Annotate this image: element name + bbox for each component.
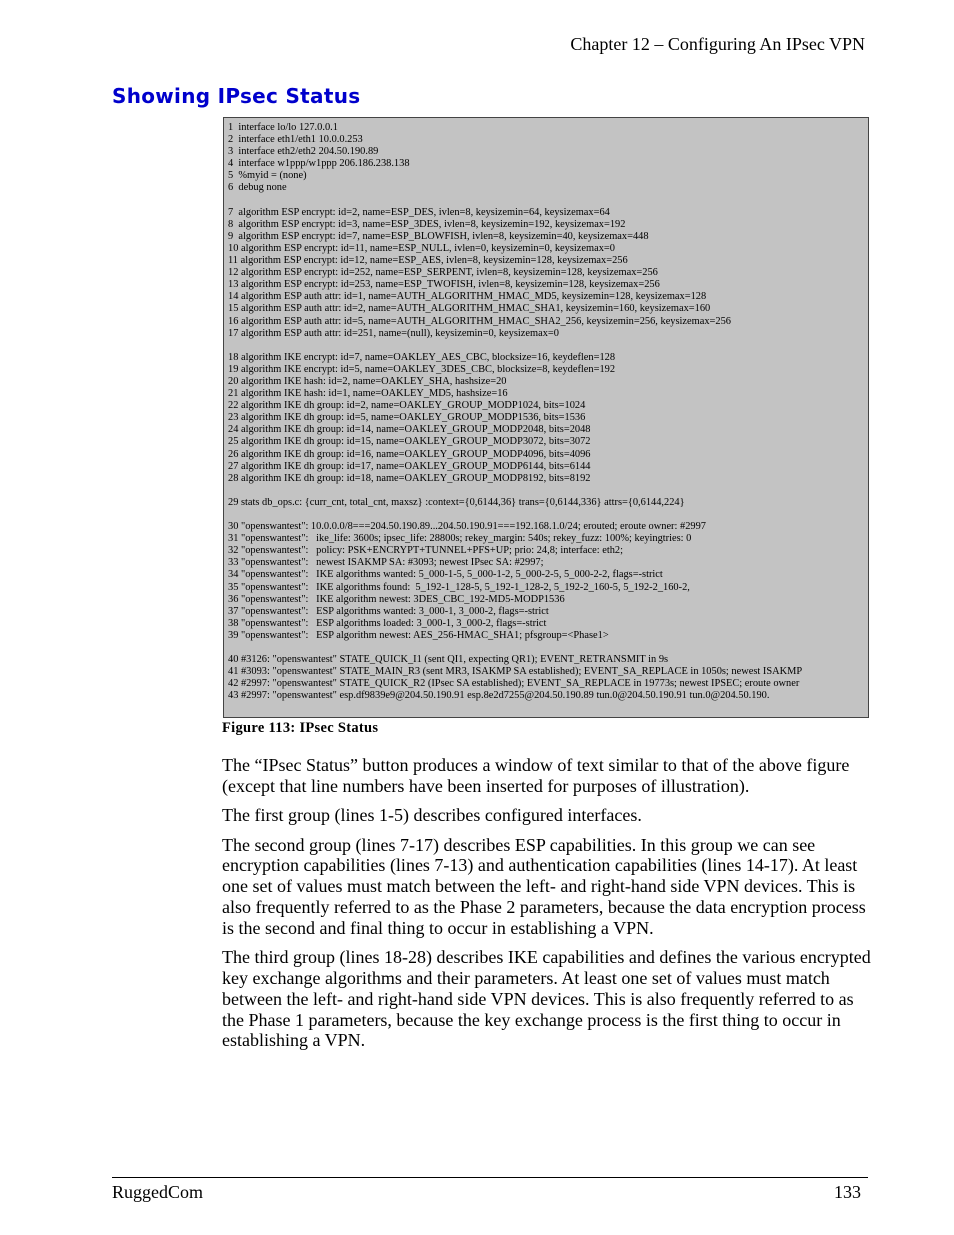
figure-line: 4 interface w1ppp/w1ppp 206.186.238.138	[228, 158, 410, 170]
figure-line: 22 algorithm IKE dh group: id=2, name=OAKLEY_GROUP_MODP1024, bits=1024	[228, 400, 586, 412]
figure-line: 9 algorithm ESP encrypt: id=7, name=ESP_BLOWFISH, ivlen=8, keysizemin=40, keysizemax=448	[228, 230, 649, 242]
figure-line: 31 "openswantest": ike_life: 3600s; ipsec_life: 28800s; rekey_margin: 540s; rekey_fuzz: 100%; keyingtries: 0	[228, 533, 692, 545]
figure-line: 26 algorithm IKE dh group: id=16, name=OAKLEY_GROUP_MODP4096, bits=4096	[228, 448, 591, 460]
figure-line: 25 algorithm IKE dh group: id=15, name=OAKLEY_GROUP_MODP3072, bits=3072	[228, 436, 591, 448]
figure-line: 2 interface eth1/eth1 10.0.0.253	[228, 134, 363, 146]
figure-blank-line	[228, 642, 864, 654]
figure-line: 5 %myid = (none)	[228, 170, 307, 182]
figure-line: 7 algorithm ESP encrypt: id=2, name=ESP_DES, ivlen=8, keysizemin=64, keysizemax=64	[228, 206, 610, 218]
figure-blank-line	[228, 485, 864, 497]
figure-line: 6 debug none	[228, 182, 287, 194]
figure-line: 37 "openswantest": ESP algorithms wanted: 3_000-1, 3_000-2, flags=-strict	[228, 605, 549, 617]
section-title: Showing IPsec Status	[112, 84, 361, 108]
figure-line: 16 algorithm ESP auth attr: id=5, name=AUTH_ALGORITHM_HMAC_SHA2_256, keysizemin=256, keysizemax=256	[228, 315, 731, 327]
figure-line: 3 interface eth2/eth2 204.50.190.89	[228, 146, 379, 158]
figure-line: 40 #3126: "openswantest" STATE_QUICK_I1 (sent QI1, expecting QR1); EVENT_RETRANSMIT in 9s	[228, 654, 669, 666]
figure-line: 32 "openswantest": policy: PSK+ENCRYPT+TUNNEL+PFS+UP; prio: 24,8; interface: eth2;	[228, 545, 624, 557]
figure-line: 19 algorithm IKE encrypt: id=5, name=OAKLEY_3DES_CBC, blocksize=8, keydeflen=192	[228, 363, 616, 375]
paragraph-intro: The “IPsec Status” button produces a window of text similar to that of the above figure (except that line numbers have been inserted for purposes of illustration).	[222, 755, 850, 796]
figure-line: 17 algorithm ESP auth attr: id=251, name=(null), keysizemin=0, keysizemax=0	[228, 327, 559, 339]
paragraph-interfaces: The first group (lines 1-5) describes configured interfaces.	[222, 805, 642, 826]
footer-page-number: 133	[834, 1182, 861, 1202]
figure-caption: Figure 113: IPsec Status	[222, 720, 379, 736]
figure-line: 12 algorithm ESP encrypt: id=252, name=ESP_SERPENT, ivlen=8, keysizemin=128, keysizemax=256	[228, 267, 658, 279]
figure-line: 11 algorithm ESP encrypt: id=12, name=ESP_AES, ivlen=8, keysizemin=128, keysizemax=256	[228, 255, 628, 267]
figure-blank-line	[228, 509, 864, 521]
paragraph-esp: The second group (lines 7-17) describes ESP capabilities. In this group we can see encryption capabilities (lines 7-13) and authentication capabilities (lines 14-17). At least one set of values must match between the left- and right-hand side VPN devices. This is also frequently referred to as the Phase 2 parameters, because the data encryption process is the second and final thing to occur in establishing a VPN.	[222, 834, 866, 938]
figure-line: 23 algorithm IKE dh group: id=5, name=OAKLEY_GROUP_MODP1536, bits=1536	[228, 412, 586, 424]
paragraph-ike: The third group (lines 18-28) describes IKE capabilities and defines the various encrypted key exchange algorithms and their parameters. At least one set of values must match between the left- and right-hand side VPN devices. This is also frequently referred to as the Phase 1 parameters, because the key exchange process is the first thing to occur in establishing a VPN.	[222, 947, 871, 1051]
footer-company: RuggedCom	[112, 1182, 204, 1202]
figure-line: 43 #2997: "openswantest" esp.df9839e9@204.50.190.91 esp.8e2d7255@204.50.190.89 tun.0@204.50.190.91 tun.0@204.50.190.	[228, 690, 770, 702]
figure-line: 34 "openswantest": IKE algorithms wanted: 5_000-1-5, 5_000-1-2, 5_000-2-5, 5_000-2-2, flags=-strict	[228, 569, 663, 581]
figure-line: 28 algorithm IKE dh group: id=18, name=OAKLEY_GROUP_MODP8192, bits=8192	[228, 472, 591, 484]
figure-line: 39 "openswantest": ESP algorithm newest: AES_256-HMAC_SHA1; pfsgroup=<Phase1>	[228, 629, 609, 641]
figure-line: 35 "openswantest": IKE algorithms found: 5_192-1_128-5, 5_192-1_128-2, 5_192-2_160-5, 5_192-2_160-2,	[228, 581, 690, 593]
figure-line: 24 algorithm IKE dh group: id=14, name=OAKLEY_GROUP_MODP2048, bits=2048	[228, 424, 591, 436]
figure-blank-line	[228, 340, 864, 352]
figure-line: 38 "openswantest": ESP algorithms loaded: 3_000-1, 3_000-2, flags=-strict	[228, 617, 547, 629]
figure-line: 15 algorithm ESP auth attr: id=2, name=AUTH_ALGORITHM_HMAC_SHA1, keysizemin=160, keysizemax=160	[228, 303, 711, 315]
figure-line: 41 #3093: "openswantest" STATE_MAIN_R3 (sent MR3, ISAKMP SA established); EVENT_SA_REPLACE in 1050s; newest ISAKMP	[228, 666, 803, 678]
figure-line: 27 algorithm IKE dh group: id=17, name=OAKLEY_GROUP_MODP6144, bits=6144	[228, 460, 591, 472]
figure-line: 36 "openswantest": IKE algorithm newest: 3DES_CBC_192-MD5-MODP1536	[228, 593, 565, 605]
figure-line: 29 stats db_ops.c: {curr_cnt, total_cnt, maxsz} :context={0,6144,36} trans={0,6144,336} attrs={0,6144,224}	[228, 496, 685, 508]
figure-line: 20 algorithm IKE hash: id=2, name=OAKLEY_SHA, hashsize=20	[228, 375, 507, 387]
figure-line: 1 interface lo/lo 127.0.0.1	[228, 122, 338, 133]
chapter-header: Chapter 12 – Configuring An IPsec VPN	[570, 34, 865, 54]
ipsec-status-output	[223, 117, 869, 718]
figure-line: 10 algorithm ESP encrypt: id=11, name=ESP_NULL, ivlen=0, keysizemin=0, keysizemax=0	[228, 242, 615, 254]
figure-line: 30 "openswantest": 10.0.0.0/8===204.50.190.89...204.50.190.91===192.168.1.0/24; erouted; eroute owner: #2997	[228, 521, 706, 533]
figure-blank-line	[228, 195, 864, 207]
figure-line: 33 "openswantest": newest ISAKMP SA: #3093; newest IPsec SA: #2997;	[228, 557, 544, 569]
figure-line: 14 algorithm ESP auth attr: id=1, name=AUTH_ALGORITHM_HMAC_MD5, keysizemin=128, keysizemax=128	[228, 291, 707, 303]
figure-line: 21 algorithm IKE hash: id=1, name=OAKLEY_MD5, hashsize=16	[228, 388, 508, 400]
figure-line: 8 algorithm ESP encrypt: id=3, name=ESP_3DES, ivlen=8, keysizemin=192, keysizemax=192	[228, 218, 626, 230]
figure-line: 13 algorithm ESP encrypt: id=253, name=ESP_TWOFISH, ivlen=8, keysizemin=128, keysizemax=256	[228, 279, 660, 291]
body-text	[222, 755, 876, 1060]
footer-rule	[112, 1177, 868, 1178]
figure-line: 18 algorithm IKE encrypt: id=7, name=OAKLEY_AES_CBC, blocksize=16, keydeflen=128	[228, 351, 616, 363]
figure-line: 42 #2997: "openswantest" STATE_QUICK_R2 (IPsec SA established); EVENT_SA_REPLACE in 19773s; newest IPSEC; eroute owner	[228, 678, 800, 690]
